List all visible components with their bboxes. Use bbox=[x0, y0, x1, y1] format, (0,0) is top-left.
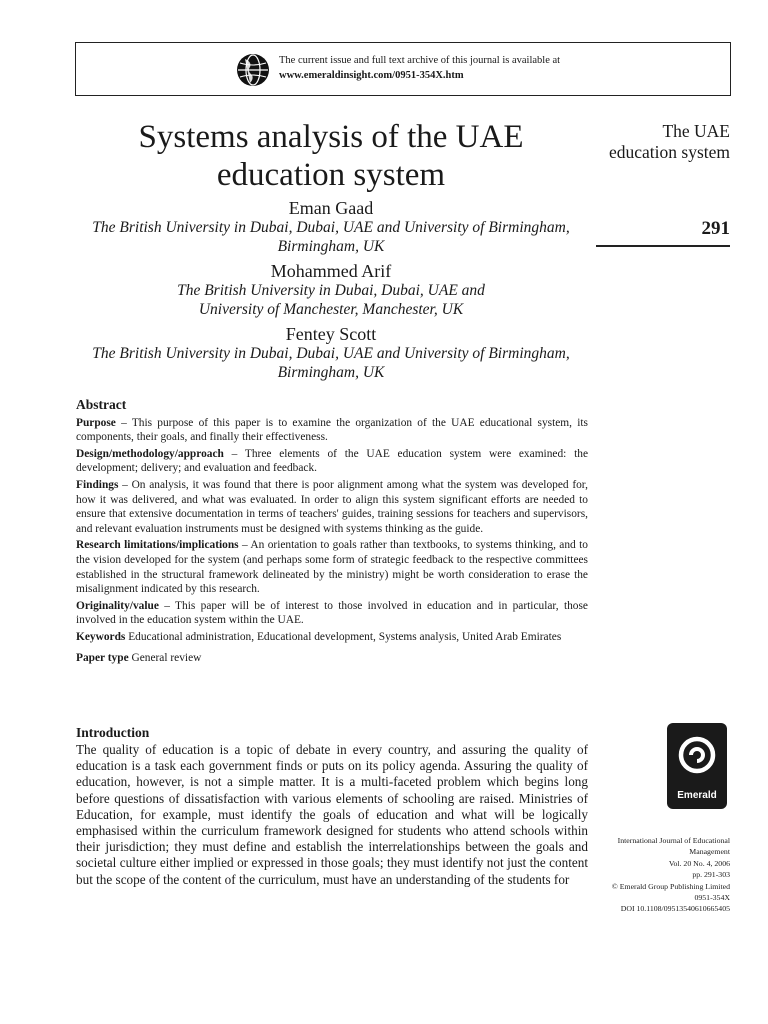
journal-issn: 0951-354X bbox=[694, 893, 730, 903]
author-block bbox=[76, 197, 586, 256]
author-name: Fentey Scott bbox=[285, 324, 377, 344]
side-divider bbox=[596, 245, 730, 247]
introduction-body: The quality of education is a topic of debate in every country, and assuring the quality of education is a task each government finds or puts on its policy agenda. Assuring the quality of education, however, is not a simple matter. It is a multi-faceted problem which begins long before questions of dissatisfaction with various elements of schooling are raised. Ministries of Education, for example, must identify the goals of education and what will be logically emphasised within the curriculum framework designed for students who attend schools within their jurisdiction; they must define and establish the interrelationships between the goals and societal culture either implied or expressed in those goals; they must identify not just the content but the scope of the content of the curriculum, must have an understanding of the students for bbox=[76, 742, 588, 887]
author-affiliation: The British University in Dubai, Dubai, UAE and University of Birmingham, Birmingham, UK bbox=[92, 345, 570, 381]
journal-pages: pp. 291-303 bbox=[692, 870, 730, 880]
journal-copyright: © Emerald Group Publishing Limited bbox=[611, 881, 730, 891]
abstract-section bbox=[76, 398, 588, 667]
publisher-name: Emerald bbox=[677, 790, 717, 801]
introduction-heading: Introduction bbox=[76, 725, 150, 740]
abstract-heading: Abstract bbox=[76, 397, 127, 412]
running-title: The UAE education system bbox=[608, 121, 730, 162]
author-list bbox=[76, 197, 586, 386]
journal-doi: DOI 10.1108/09513540610665405 bbox=[620, 904, 730, 914]
author-affiliation: The British University in Dubai, Dubai, UAE and University of Manchester, Manchester, UK bbox=[177, 282, 485, 318]
globe-icon bbox=[236, 53, 270, 87]
abstract-keywords: Keywords Educational administration, Educational development, Systems analysis, United Arab Emirates bbox=[76, 630, 562, 643]
abstract-paper-type: Paper type General review bbox=[76, 651, 202, 664]
page-number: 291 bbox=[701, 218, 730, 239]
abstract-findings: Findings – On analysis, it was found that there is poor alignment among what the system was developed for, how it was delivered, and what was evaluated. In order to align this system significant efforts are needed to ensure that extensive documentation in terms of teachers' guides, training sessions for teachers and supervisors, and relevant evaluation instruments must be designed with systems thinking as the guide. bbox=[76, 478, 588, 535]
abstract-research-limitations: Research limitations/implications – An orientation to goals rather than textbooks, to systems thinking, and to the vision developed for the system (and perhaps some form of strategic feedback to the respective committees established in the structural framework delineated by the ministry) might be worth consideration to erase the misalignment indicated by this research. bbox=[76, 539, 588, 596]
abstract-originality: Originality/value – This paper will be of interest to those involved in education and in particular, those involved in the education system within the UAE. bbox=[76, 599, 588, 627]
title-line-2: education system bbox=[216, 157, 446, 193]
journal-volume: Vol. 20 No. 4, 2006 bbox=[668, 858, 730, 868]
title-line-1: Systems analysis of the UAE bbox=[138, 119, 524, 155]
author-block bbox=[76, 323, 586, 382]
abstract-purpose: Purpose – This purpose of this paper is to examine the organization of the UAE educational system, its components, their goals, and finally their effectiveness. bbox=[76, 416, 588, 444]
author-block bbox=[76, 260, 586, 319]
banner-text bbox=[279, 53, 560, 83]
introduction-section bbox=[76, 725, 588, 888]
journal-url-link[interactable]: www.emeraldinsight.com/0951-354X.htm bbox=[279, 70, 464, 81]
author-affiliation: The British University in Dubai, Dubai, UAE and University of Birmingham, Birmingham, UK bbox=[92, 219, 570, 255]
abstract-design: Design/methodology/approach – Three elements of the UAE education system were examined: the development; delivery; and evaluation and feedback. bbox=[76, 447, 588, 475]
article-title bbox=[76, 118, 586, 194]
journal-citation: International Journal of Educational Management Vol. 20 No. 4, 2006 pp. 291-303 © Emerald Group Publishing Limited 0951-354X DOI 10.1108/09513540610665405 bbox=[580, 835, 730, 915]
journal-archive-banner bbox=[75, 42, 731, 96]
banner-line: The current issue and full text archive of this journal is available at bbox=[279, 55, 561, 66]
author-name: Mohammed Arif bbox=[270, 261, 392, 281]
author-name: Eman Gaad bbox=[288, 198, 374, 218]
emerald-logo-icon bbox=[667, 723, 727, 809]
